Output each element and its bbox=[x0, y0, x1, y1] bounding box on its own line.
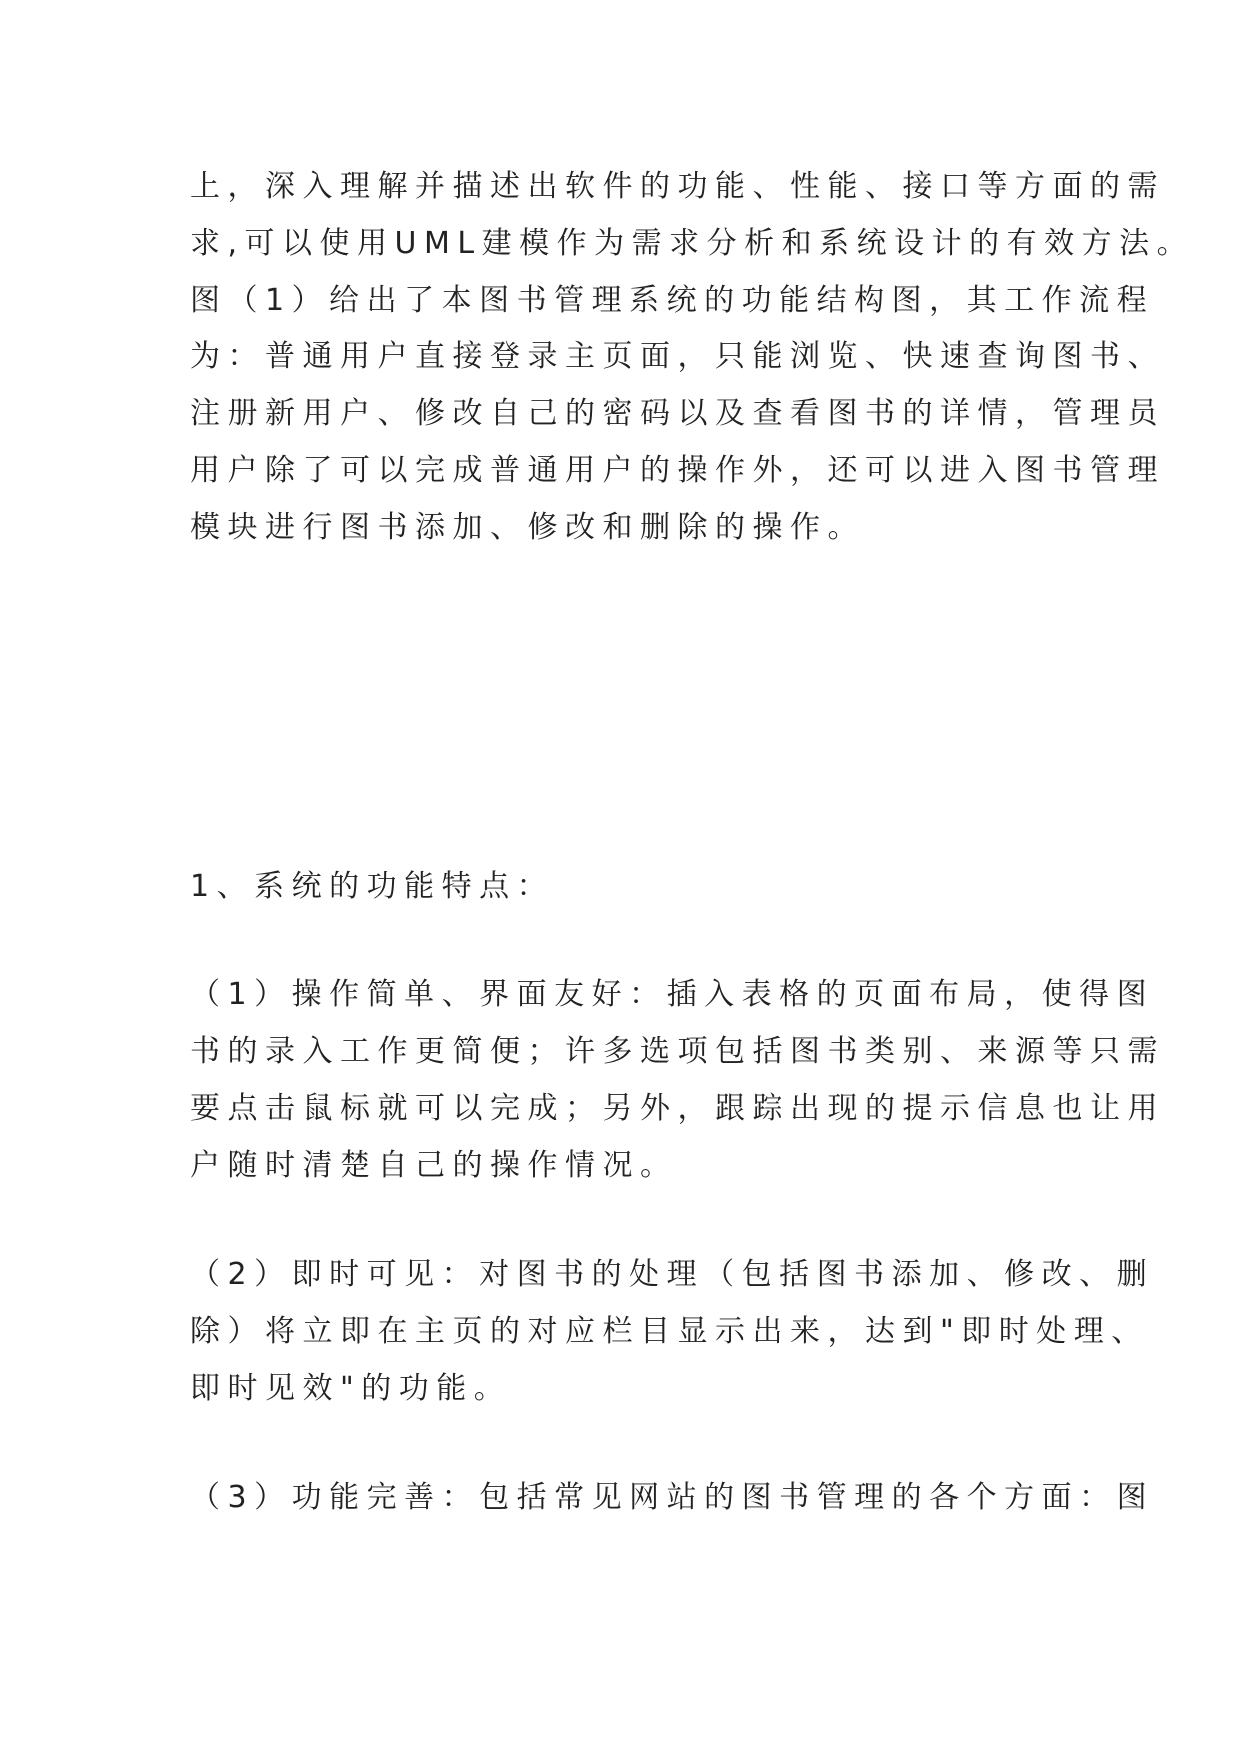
paragraph-line: 上，深入理解并描述出软件的功能、性能、接口等方面的需 bbox=[190, 169, 1165, 204]
paragraph-line: 模块进行图书添加、修改和删除的操作。 bbox=[190, 510, 865, 545]
paragraph-line: 为：普通用户直接登录主页面，只能浏览、快速查询图书、 bbox=[190, 339, 1165, 374]
paragraph-line: 户随时清楚自己的操作情况。 bbox=[190, 1148, 678, 1183]
paragraph-line: 除）将立即在主页的对应栏目显示出来，达到"即时处理、 bbox=[190, 1314, 1149, 1349]
section-heading: 1、系统的功能特点： bbox=[190, 869, 555, 904]
paragraph-line: 求,可以使用UML建模作为需求分析和系统设计的有效方法。 bbox=[190, 226, 1195, 261]
paragraph-line: 要点击鼠标就可以完成；另外，跟踪出现的提示信息也让用 bbox=[190, 1091, 1165, 1126]
paragraph-line: 图（1）给出了本图书管理系统的功能结构图，其工作流程 bbox=[190, 283, 1155, 318]
paragraph-line: （3）功能完善：包括常见网站的图书管理的各个方面：图 bbox=[190, 1480, 1155, 1515]
paragraph-line: 书的录入工作更简便；许多选项包括图书类别、来源等只需 bbox=[190, 1034, 1165, 1069]
paragraph-line: （2）即时可见：对图书的处理（包括图书添加、修改、删 bbox=[190, 1257, 1155, 1292]
paragraph-line: 即时见效"的功能。 bbox=[190, 1371, 512, 1406]
paragraph-line: 用户除了可以完成普通用户的操作外，还可以进入图书管理 bbox=[190, 453, 1165, 488]
paragraph-line: （1）操作简单、界面友好：插入表格的页面布局，使得图 bbox=[190, 977, 1155, 1012]
paragraph-line: 注册新用户、修改自己的密码以及查看图书的详情，管理员 bbox=[190, 396, 1165, 431]
